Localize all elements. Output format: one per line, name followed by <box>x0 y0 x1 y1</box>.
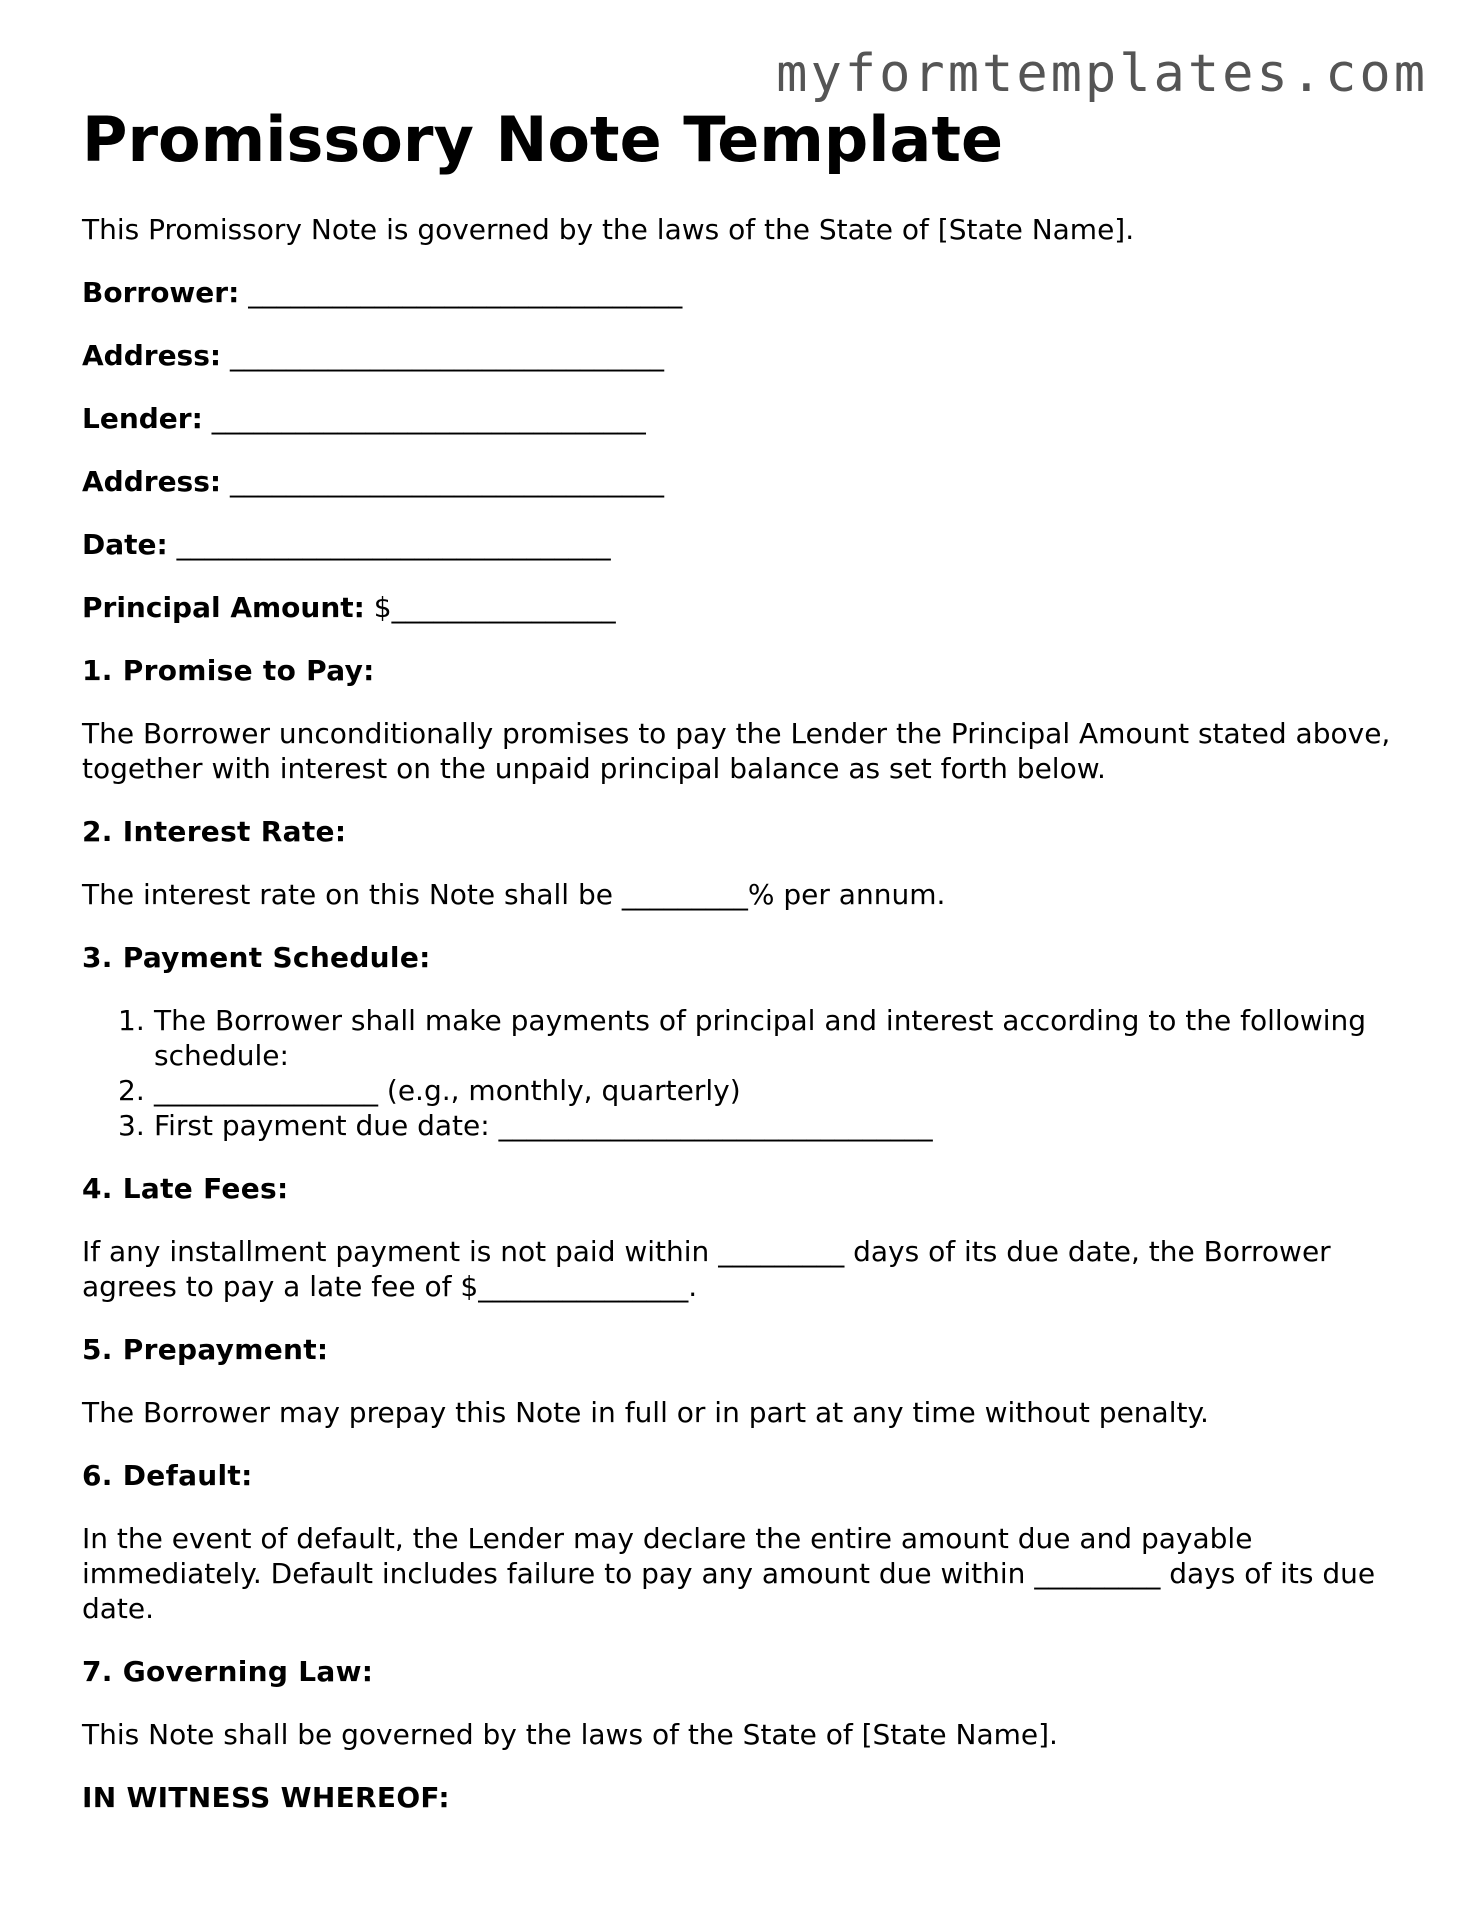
section-6-text: In the event of default, the Lender may declare the entire amount due and payable immediately. Default includes failure to pay any amount due within _________ days of its due date. <box>82 1522 1376 1625</box>
section-2-text: The interest rate on this Note shall be _________% per annum. <box>82 878 946 911</box>
lender-field <box>82 401 1402 436</box>
lender-address-field <box>82 464 1402 499</box>
borrower-blank: _______________________________ <box>239 276 683 309</box>
section-5-heading: 5. Prepayment: <box>82 1333 329 1366</box>
lender-address-blank: _______________________________ <box>221 465 664 498</box>
section-7-text: This Note shall be governed by the laws of the State of [State Name]. <box>82 1718 1058 1751</box>
document-body <box>82 212 1402 1843</box>
witness-heading: IN WITNESS WHEREOF: <box>82 1781 450 1814</box>
list-item-number: 3. <box>118 1109 145 1142</box>
document-title: Promissory Note Template <box>82 103 1004 176</box>
lender-address-label: Address: <box>82 465 222 498</box>
date-field <box>82 527 1402 562</box>
list-item <box>82 1073 1402 1108</box>
section-1-heading: 1. Promise to Pay: <box>82 654 375 687</box>
principal-amount-blank: $________________ <box>364 591 616 624</box>
borrower-label: Borrower: <box>82 276 240 309</box>
list-item-text: ________________ (e.g., monthly, quarterly) <box>154 1074 741 1107</box>
site-watermark: myformtemplates.com <box>776 44 1428 104</box>
section-4-heading: 4. Late Fees: <box>82 1172 289 1205</box>
borrower-field <box>82 275 1402 310</box>
list-item <box>82 1108 1402 1143</box>
lender-label: Lender: <box>82 402 203 435</box>
list-item-number: 1. <box>118 1004 145 1037</box>
section-3-heading: 3. Payment Schedule: <box>82 941 431 974</box>
borrower-address-label: Address: <box>82 339 222 372</box>
borrower-address-blank: _______________________________ <box>221 339 664 372</box>
list-item-number: 2. <box>118 1074 145 1107</box>
section-2-heading: 2. Interest Rate: <box>82 815 347 848</box>
intro-paragraph: This Promissory Note is governed by the laws of the State of [State Name]. <box>82 213 1135 246</box>
list-item-text: First payment due date: _______________________________ <box>154 1109 933 1142</box>
section-5-text: The Borrower may prepay this Note in full or in part at any time without penalty. <box>82 1396 1209 1429</box>
section-6-heading: 6. Default: <box>82 1459 253 1492</box>
list-item <box>82 1003 1402 1073</box>
list-item-text: The Borrower shall make payments of principal and interest according to the following schedule: <box>154 1004 1367 1072</box>
payment-schedule-list <box>82 1003 1402 1143</box>
borrower-address-field <box>82 338 1402 373</box>
lender-blank: _______________________________ <box>202 402 646 435</box>
principal-amount-field <box>82 590 1402 625</box>
date-label: Date: <box>82 528 168 561</box>
section-4-text: If any installment payment is not paid within _________ days of its due date, the Borrower agrees to pay a late fee of $_______________. <box>82 1235 1331 1303</box>
date-blank: _______________________________ <box>167 528 611 561</box>
section-7-heading: 7. Governing Law: <box>82 1655 374 1688</box>
principal-amount-label: Principal Amount: <box>82 591 365 624</box>
section-1-text: The Borrower unconditionally promises to pay the Lender the Principal Amount stated above, together with interest on the unpaid principal balance as set forth below. <box>82 717 1391 785</box>
